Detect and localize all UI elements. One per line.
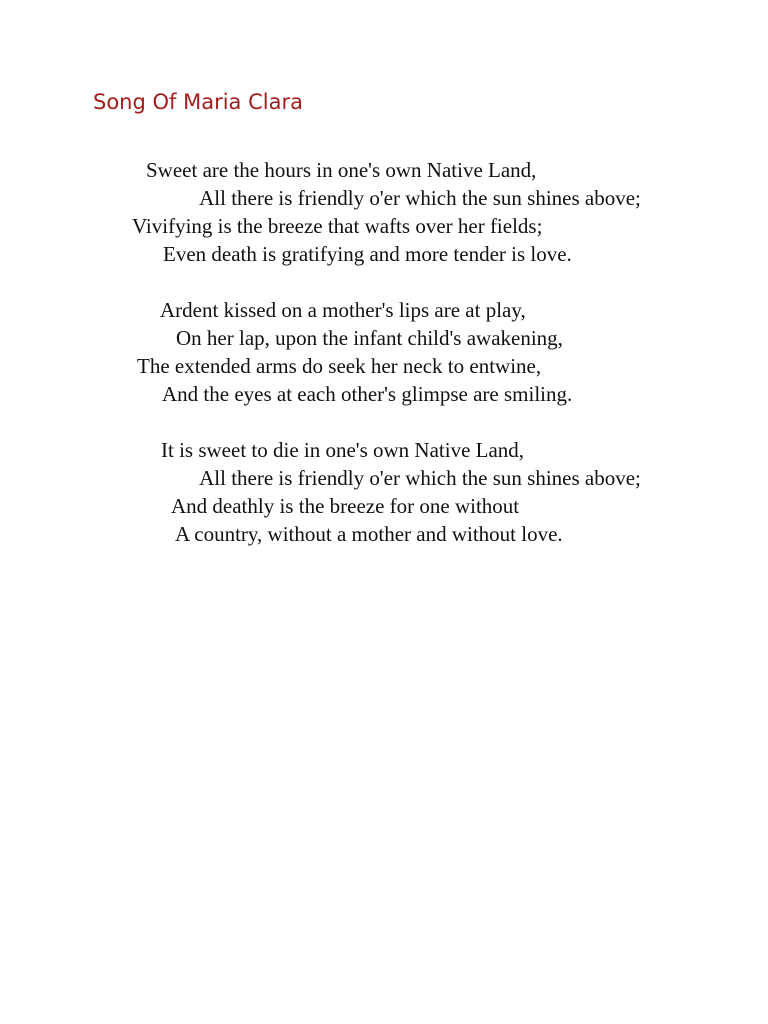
poem-line [0,464,660,492]
poem-line: Ardent kissed on a mother's lips are at play, [160,298,526,322]
poem-line: Vivifying is the breeze that wafts over her fields; [132,214,543,238]
poem-body [0,156,768,576]
stanza-3 [0,436,768,548]
poem-line-text: All there is friendly o'er which the sun shines above; [199,466,641,490]
poem-line: Even death is gratifying and more tender is love. [163,242,572,266]
poem-line [0,184,660,212]
poem-line: The extended arms do seek her neck to entwine, [137,354,542,378]
poem-line: On her lap, upon the infant child's awakening, [176,326,563,350]
poem-line-text: All there is friendly o'er which the sun shines above; [199,186,641,210]
stanza-1 [0,156,768,268]
poem-line: And the eyes at each other's glimpse are smiling. [162,382,573,406]
stanza-2 [0,296,768,408]
poem-line: Sweet are the hours in one's own Native Land, [146,158,537,182]
poem-line: A country, without a mother and without love. [175,522,563,546]
poem-line: It is sweet to die in one's own Native Land, [161,438,525,462]
poem-line: And deathly is the breeze for one without [171,494,520,518]
document-title: Song Of Maria Clara [93,90,303,114]
